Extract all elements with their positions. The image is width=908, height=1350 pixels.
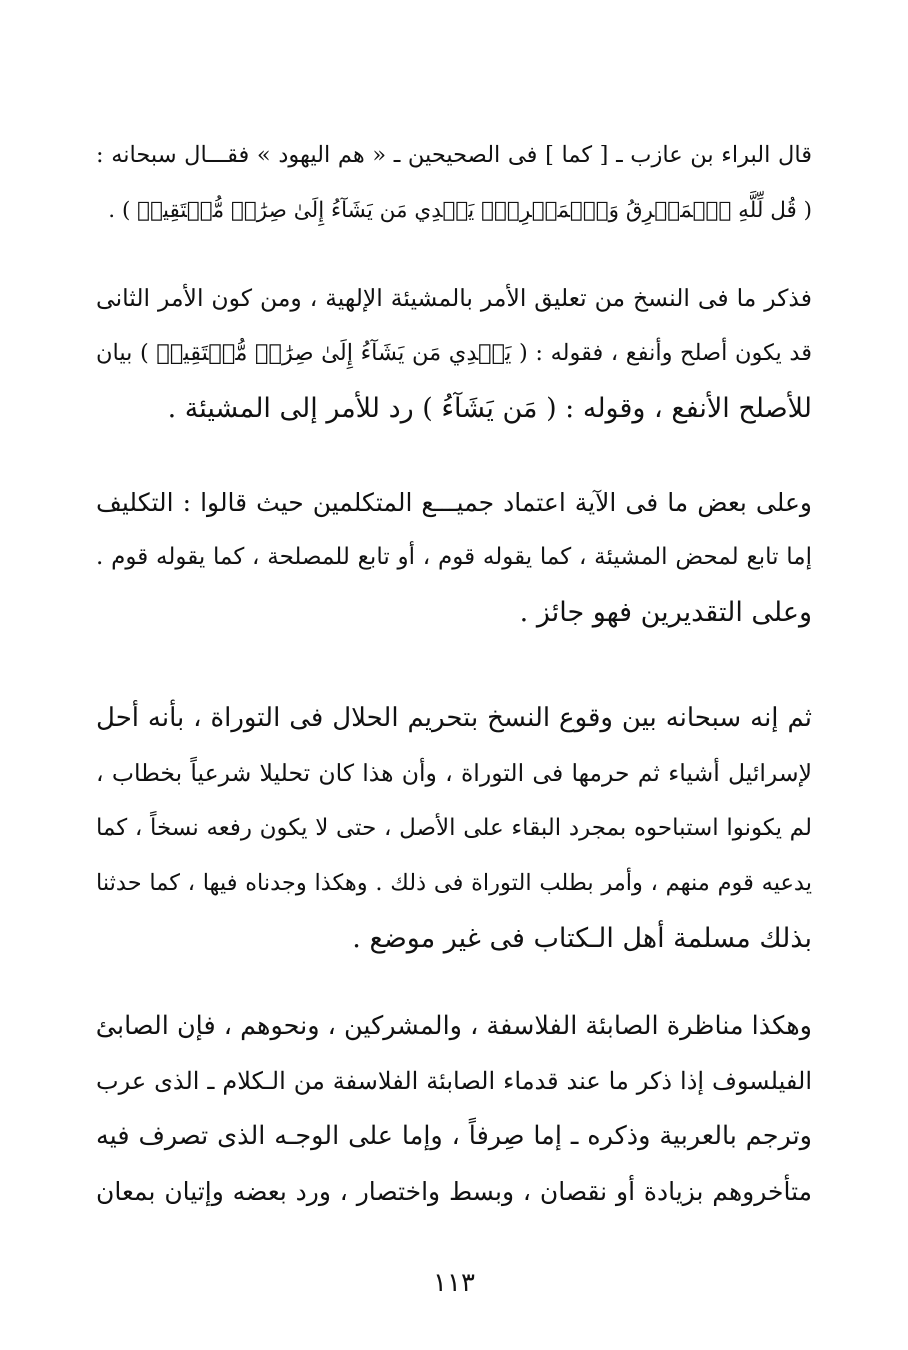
text-line: للأصلح الأنفع ، وقوله : ( مَن يَشَآءُ ) رد للأمر إلى المشيئة . — [167, 393, 812, 424]
text-line: وعلى بعض ما فى الآية اعتماد جميـــع المتكلمين حيث قالوا : التكليف — [96, 488, 812, 517]
text-line: لإسرائيل أشياء ثم حرمها فى التوراة ، وأن هذا كان تحليلا شرعياً بخطاب ، — [96, 759, 812, 787]
text-line: وترجم بالعربية وذكره ـ إما صِرفاً ، وإما على الوجـه الذى تصرف فيه — [96, 1121, 812, 1151]
paragraph-quran-verse — [96, 128, 812, 238]
text-line: وعلى التقديرين فهو جائز . — [519, 597, 812, 628]
paragraph-abrogation — [96, 271, 812, 436]
paragraph-theologians — [96, 475, 812, 640]
text-line: وهكذا مناظرة الصابئة الفلاسفة ، والمشركين ، ونحوهم ، فإن الصابئ — [96, 1011, 812, 1041]
text-line: فذكر ما فى النسخ من تعليق الأمر بالمشيئة الإلهية ، ومن كون الأمر الثانى — [96, 284, 812, 312]
quran-verse-line: ( قُل لِّلَّهِ ٱلۡمَشۡرِقُ وَٱلۡمَغۡرِبُۚ يَهۡدِي مَن يَشَآءُ إِلَىٰ صِرَٰطٖ مُّسۡتَقِيمٖ ) . — [108, 198, 812, 223]
text-line: إما تابع لمحض المشيئة ، كما يقوله قوم ، أو تابع للمصلحة ، كما يقوله قوم . — [96, 544, 812, 570]
paragraph-sabians — [96, 999, 812, 1219]
text-line: يدعيه قوم منهم ، وأمر بطلب التوراة فى ذلك . وهكذا وجدناه فيها ، كما حدثنا — [96, 870, 812, 896]
text-line: قد يكون أصلح وأنفع ، فقوله : ( يَهۡدِي مَن يَشَآءُ إِلَىٰ صِرَٰطٖ مُّسۡتَقِيمٖ ) بيان — [96, 340, 812, 366]
text-line: لم يكونوا استباحوه بمجرد البقاء على الأصل ، حتى لا يكون رفعه نسخاً ، كما — [96, 815, 812, 841]
text-line: ثم إنه سبحانه بين وقوع النسخ بتحريم الحلال فى التوراة ، بأنه أحل — [96, 703, 812, 733]
page-number: ١١٣ — [433, 1268, 475, 1298]
text-line: بذلك مسلمة أهل الـكتاب فى غير موضع . — [352, 923, 812, 954]
text-line: متأخروهم بزيادة أو نقصان ، وبسط واختصار ، ورد بعضه وإتيان بمعان — [96, 1177, 812, 1206]
paragraph-torah — [96, 691, 812, 966]
text-line: قال البراء بن عازب ـ [ كما ] فى الصحيحين ـ « هم اليهود » فقـــال سبحانه : — [96, 142, 812, 168]
text-line: الفيلسوف إذا ذكر ما عند قدماء الصابئة الفلاسفة من الـكلام ـ الذى عرب — [96, 1067, 812, 1095]
